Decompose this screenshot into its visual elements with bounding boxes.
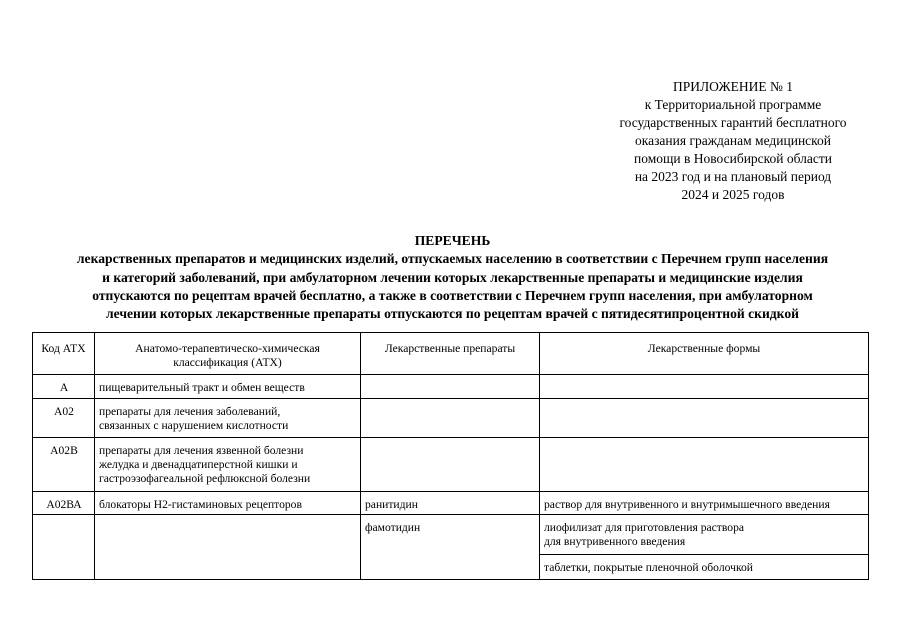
form-cell: таблетки, покрытые пленочной оболочкой (540, 555, 869, 580)
classification-cell: пищеварительный тракт и обмен веществ (95, 375, 361, 399)
header-classification: Анатомо-терапевтическо-химическая классификация (АТХ) (95, 333, 361, 375)
classification-cell: препараты для лечения язвенной болезни желудка и двенадцатиперстной кишки и гастроэзофагеальной рефлюксной болезни (95, 438, 361, 492)
appendix-line: к Территориальной программе (644, 97, 822, 112)
drug-cell (361, 438, 540, 492)
document-title (20, 232, 885, 323)
appendix-line: 2024 и 2025 годов (681, 187, 785, 202)
table-row (33, 492, 869, 515)
title-line: лечении которых лекарственные препараты отпускаются по рецептам врачей с пятидесятипроцентной скидкой (106, 306, 799, 322)
form-cell: раствор для внутривенного и внутримышечного введения (540, 492, 869, 515)
drug-list-table (32, 332, 869, 580)
appendix-line: государственных гарантий бесплатного (619, 115, 847, 130)
classification-cell: препараты для лечения заболеваний, связанных с нарушением кислотности (95, 399, 361, 438)
classification-cell: блокаторы Н2-гистаминовых рецепторов (95, 492, 361, 515)
title-line: лекарственных препаратов и медицинских изделий, отпускаемых населению в соответствии с Перечнем групп населения (76, 251, 829, 267)
drug-cell (361, 375, 540, 399)
table-row (33, 375, 869, 399)
drug-cell: ранитидин (361, 492, 540, 515)
title-line: и категорий заболеваний, при амбулаторном лечении которых лекарственные препараты и медицинские изделия (102, 269, 803, 285)
title-heading: ПЕРЕЧЕНЬ (414, 233, 491, 248)
appendix-line: ПРИЛОЖЕНИЕ № 1 (672, 79, 794, 94)
form-cell (540, 375, 869, 399)
appendix-line: на 2023 год и на плановый период (634, 169, 832, 184)
header-forms: Лекарственные формы (540, 333, 869, 375)
atc-code-cell (33, 515, 95, 580)
atc-code-cell: А02 (33, 399, 95, 438)
header-code: Код АТХ (33, 333, 95, 375)
table-row (33, 515, 869, 555)
title-line: отпускаются по рецептам врачей бесплатно, а также в соответствии с Перечнем групп населения, при амбулаторном (92, 287, 813, 303)
form-cell (540, 438, 869, 492)
classification-cell (95, 515, 361, 580)
drug-cell (361, 399, 540, 438)
atc-code-cell: А02ВА (33, 492, 95, 515)
form-cell: лиофилизат для приготовления раствора для внутривенного введения (540, 515, 869, 555)
appendix-header (600, 78, 866, 204)
table-row (33, 438, 869, 492)
atc-code-cell: А02В (33, 438, 95, 492)
appendix-line: помощи в Новосибирской области (633, 151, 833, 166)
table-header-row (33, 333, 869, 375)
drug-cell: фамотидин (361, 515, 540, 580)
form-cell (540, 399, 869, 438)
atc-code-cell: А (33, 375, 95, 399)
header-drugs: Лекарственные препараты (361, 333, 540, 375)
appendix-line: оказания гражданам медицинской (634, 133, 832, 148)
table-row (33, 399, 869, 438)
